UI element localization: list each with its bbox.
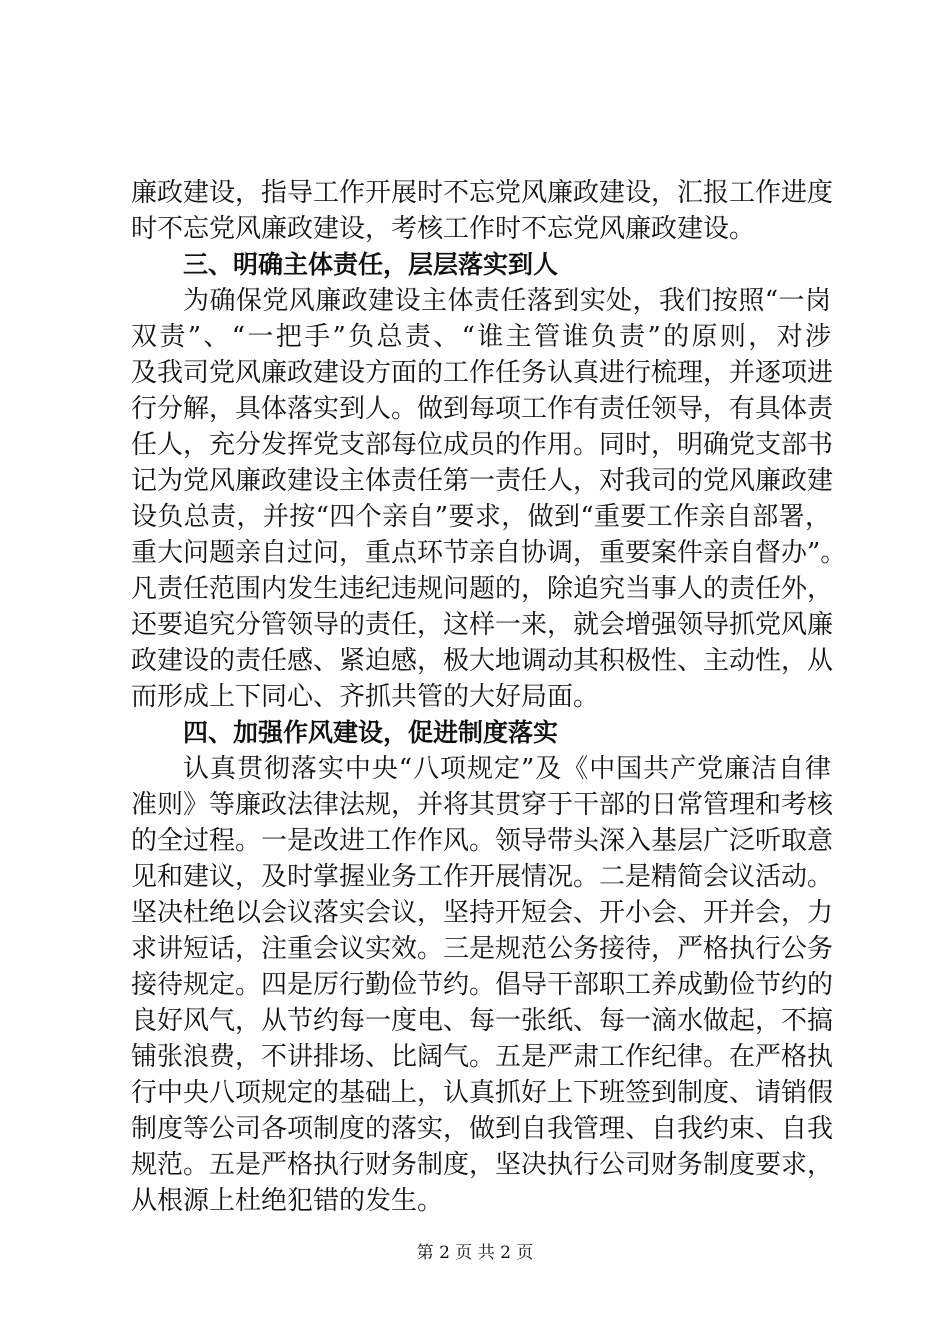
body-line: 认真贯彻落实中央“八项规定”及《中国共产党廉洁自律 [183,754,831,784]
body-line: 任人，充分发挥党支部每位成员的作用。同时，明确党支部书 [131,430,834,460]
body-line: 规范。五是严格执行财务制度，坚决执行公司财务制度要求， [131,1150,834,1180]
body-line: 廉政建设，指导工作开展时不忘党风廉政建设，汇报工作进度 [131,178,834,208]
body-line: 记为党风廉政建设主体责任第一责任人，对我司的党风廉政建 [131,466,834,496]
body-line: 制度等公司各项制度的落实，做到自我管理、自我约束、自我 [131,1114,834,1144]
body-line: 为确保党风廉政建设主体责任落到实处，我们按照“一岗 [183,286,831,316]
body-line: 行分解，具体落实到人。做到每项工作有责任领导，有具体责 [131,394,834,424]
body-line: 及我司党风廉政建设方面的工作任务认真进行梳理，并逐项进 [131,358,834,388]
body-line: 良好风气，从节约每一度电、每一张纸、每一滴水做起，不搞 [131,1006,834,1036]
body-line: 重大问题亲自过问，重点环节亲自协调，重要案件亲自督办”。 [131,538,847,568]
body-line: 从根源上杜绝犯错的发生。 [131,1186,444,1216]
body-line: 的全过程。一是改进工作作风。领导带头深入基层广泛听取意 [131,826,834,856]
body-line: 行中央八项规定的基础上，认真抓好上下班签到制度、请销假 [131,1078,834,1108]
body-line: 而形成上下同心、齐抓共管的大好局面。 [131,682,600,712]
body-line: 铺张浪费，不讲排场、比阔气。五是严肃工作纪律。在严格执 [131,1042,834,1072]
document-body [131,175,847,1219]
body-line: 坚决杜绝以会议落实会议，坚持开短会、开小会、开并会，力 [131,898,834,928]
body-line: 双责”、“一把手”负总责、“谁主管谁负责”的原则，对涉 [131,322,831,352]
body-line: 准则》等廉政法律法规，并将其贯穿于干部的日常管理和考核 [131,790,834,820]
body-line: 见和建议，及时掌握业务工作开展情况。二是精简会议活动。 [131,862,834,892]
body-line: 时不忘党风廉政建设，考核工作时不忘党风廉政建设。 [131,214,756,244]
body-line: 求讲短话，注重会议实效。三是规范公务接待，严格执行公务 [131,934,834,964]
body-line: 设负总责，并按“四个亲自”要求，做到“重要工作亲自部署， [131,502,831,532]
section-heading: 四、加强作风建设，促进制度落实 [183,718,559,747]
body-line: 接待规定。四是厉行勤俭节约。倡导干部职工养成勤俭节约的 [131,970,834,1000]
body-line: 还要追究分管领导的责任，这样一来，就会增强领导抓党风廉 [131,610,834,640]
section-heading: 三、明确主体责任，层层落实到人 [183,250,559,279]
body-line: 政建设的责任感、紧迫感，极大地调动其积极性、主动性，从 [131,646,834,676]
page-number-footer: 第 2 页 共 2 页 [416,1243,534,1263]
body-line: 凡责任范围内发生违纪违规问题的，除追究当事人的责任外， [131,574,834,604]
